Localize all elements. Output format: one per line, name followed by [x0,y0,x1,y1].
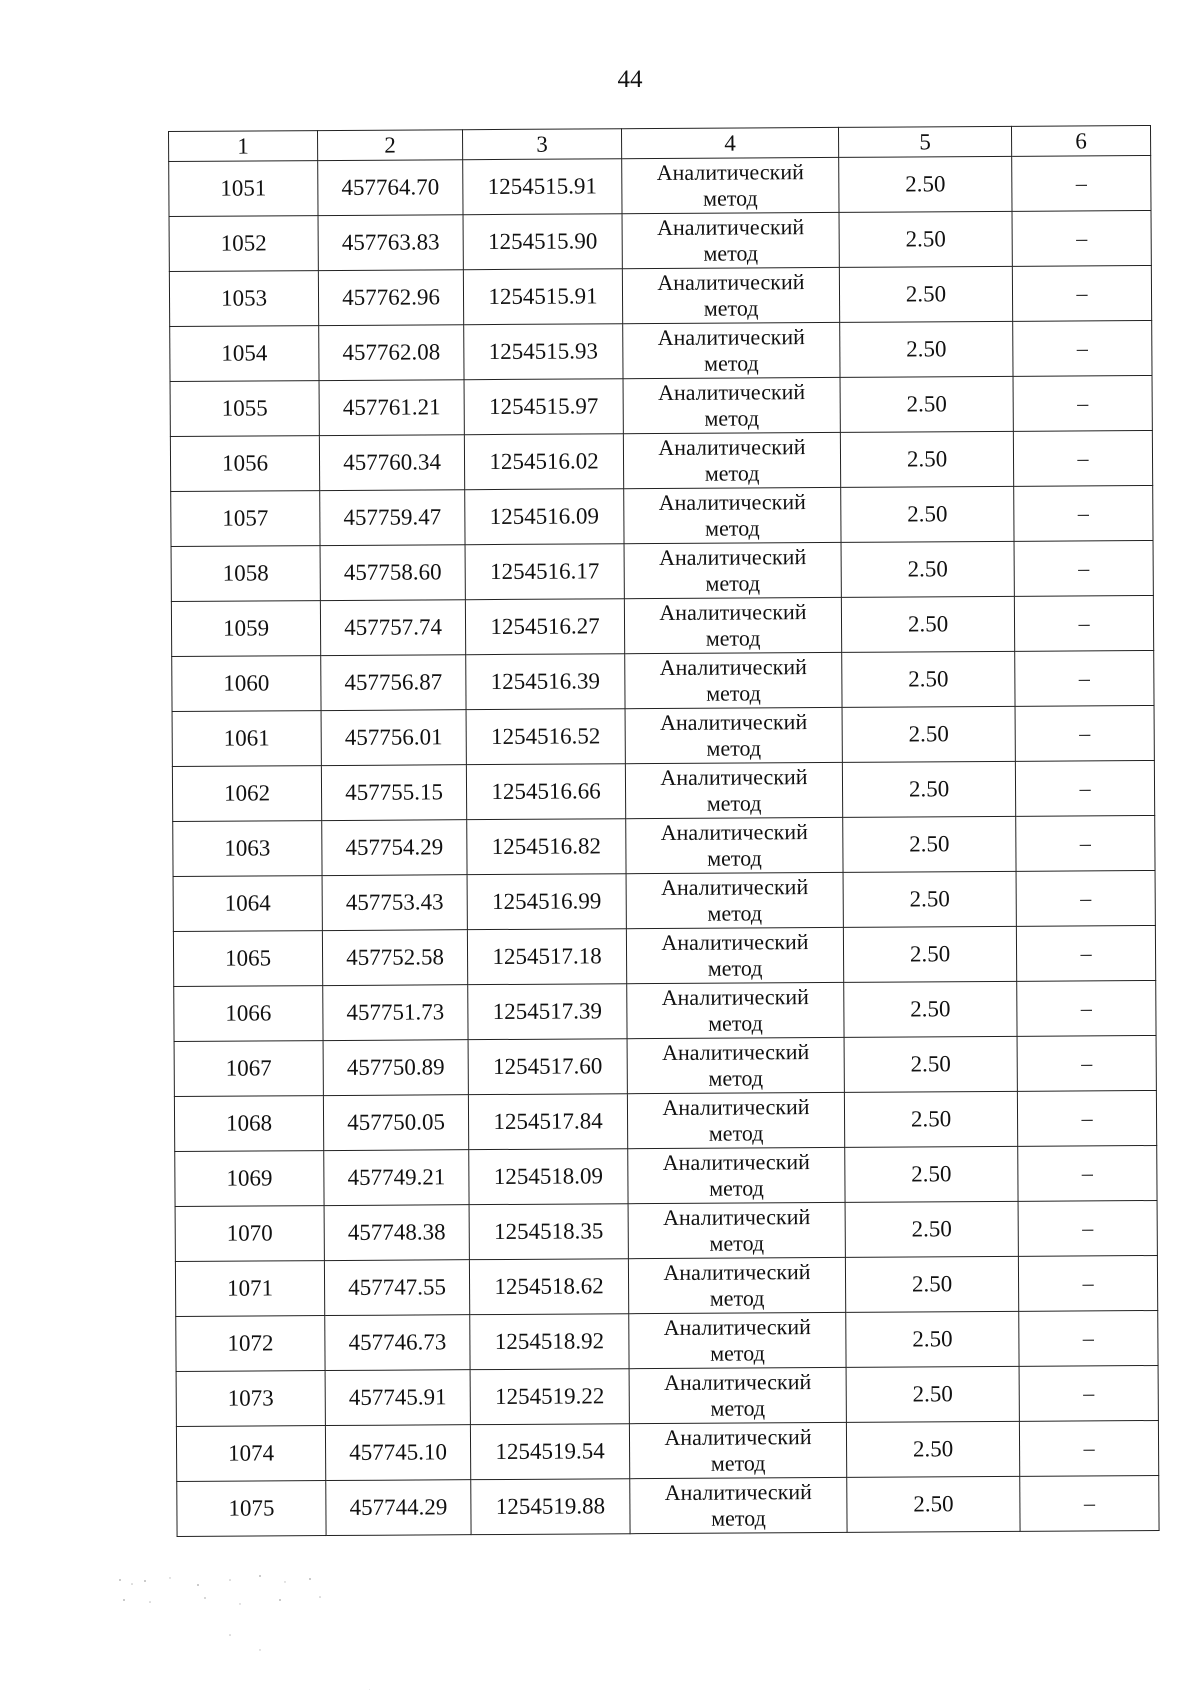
table-row [174,1035,1156,1096]
method-line-2: метод [709,1230,765,1256]
table-row [170,320,1152,381]
x-coordinate-cell: 457759.47 [320,490,465,546]
column-header: 2 [318,130,463,161]
accuracy-cell: 2.50 [843,926,1016,982]
y-coordinate-cell: 1254518.35 [469,1204,628,1260]
method-line-1: Аналитический [660,819,808,846]
y-coordinate-cell: 1254517.39 [468,984,627,1040]
x-coordinate-cell: 457764.70 [318,160,463,216]
note-cell: – [1012,155,1151,211]
note-cell: – [1013,320,1152,376]
method-cell [622,267,839,323]
table-row [169,265,1151,326]
method-line-2: метод [707,955,763,981]
note-cell: – [1015,760,1154,816]
table-row [173,925,1155,986]
table-row [169,210,1151,271]
point-number-cell: 1059 [171,601,320,657]
table-row [175,1200,1157,1261]
y-coordinate-cell: 1254515.90 [463,214,622,270]
note-cell: – [1013,375,1152,431]
note-cell: – [1017,980,1156,1036]
point-number-cell: 1071 [175,1261,324,1317]
point-number-cell: 1054 [170,326,319,382]
point-number-cell: 1058 [171,546,320,602]
note-cell: – [1016,870,1155,926]
table-row [170,375,1152,436]
accuracy-cell: 2.50 [846,1311,1019,1367]
method-line-1: Аналитический [657,269,805,296]
point-number-cell: 1067 [174,1041,323,1097]
accuracy-cell: 2.50 [839,211,1012,267]
method-line-2: метод [709,1175,764,1201]
column-header: 5 [838,126,1011,157]
x-coordinate-cell: 457754.29 [322,820,467,876]
method-cell [625,652,842,708]
table-row [176,1310,1158,1371]
method-line-1: Аналитический [660,764,808,791]
accuracy-cell: 2.50 [841,541,1014,597]
point-number-cell: 1055 [170,381,319,437]
y-coordinate-cell: 1254518.62 [469,1259,628,1315]
note-cell: – [1015,705,1154,761]
method-line-2: метод [705,570,761,596]
y-coordinate-cell: 1254516.17 [465,544,624,600]
method-cell [625,762,842,818]
note-cell: – [1018,1255,1157,1311]
y-coordinate-cell: 1254518.92 [470,1314,629,1370]
table-row [173,870,1155,931]
y-coordinate-cell: 1254516.02 [464,434,623,490]
column-header: 6 [1011,125,1150,156]
method-cell [628,1202,845,1258]
method-line-1: Аналитический [659,709,808,736]
method-line-2: метод [706,680,761,706]
method-line-2: метод [703,185,758,211]
method-cell [629,1422,846,1478]
method-line-1: Аналитический [659,599,807,626]
accuracy-cell: 2.50 [844,1036,1017,1092]
method-cell [628,1257,845,1313]
method-line-2: метод [706,735,762,761]
method-line-1: Аналитический [662,1204,811,1230]
y-coordinate-cell: 1254518.09 [469,1149,628,1205]
method-line-1: Аналитический [658,434,806,461]
y-coordinate-cell: 1254516.39 [466,654,625,710]
point-number-cell: 1063 [173,821,322,877]
method-line-2: метод [704,460,760,486]
method-line-2: метод [706,790,762,816]
method-cell [622,212,839,268]
method-cell [624,487,841,543]
method-line-1: Аналитический [660,874,809,901]
method-cell [628,1147,845,1203]
method-cell [627,1092,844,1148]
table-row [171,540,1153,601]
point-number-cell: 1068 [174,1096,323,1152]
note-cell: – [1014,485,1153,541]
accuracy-cell: 2.50 [845,1146,1018,1202]
method-line-2: метод [705,515,760,541]
method-line-1: Аналитический [659,654,807,681]
method-line-1: Аналитический [663,1369,812,1395]
y-coordinate-cell: 1254517.18 [467,929,626,985]
y-coordinate-cell: 1254519.22 [470,1369,629,1425]
x-coordinate-cell: 457751.73 [323,985,468,1041]
accuracy-cell: 2.50 [842,651,1015,707]
table-row [177,1475,1159,1536]
point-number-cell: 1069 [175,1151,324,1207]
point-number-cell: 1066 [174,986,323,1042]
accuracy-cell: 2.50 [840,321,1013,377]
y-coordinate-cell: 1254515.91 [463,269,622,325]
column-header: 3 [462,129,621,160]
method-cell [629,1312,846,1368]
method-line-2: метод [704,405,760,431]
table-row [171,485,1153,546]
table-row [176,1420,1158,1481]
point-number-cell: 1070 [175,1206,324,1262]
method-line-1: Аналитический [658,544,807,571]
method-line-1: Аналитический [657,379,806,406]
x-coordinate-cell: 457748.38 [324,1205,469,1261]
table-row [170,430,1152,491]
method-line-1: Аналитический [662,1094,810,1120]
method-line-1: Аналитический [656,214,805,241]
note-cell: – [1016,925,1155,981]
point-number-cell: 1060 [172,656,321,712]
note-cell: – [1013,430,1152,486]
accuracy-cell: 2.50 [839,156,1012,212]
note-cell: – [1020,1475,1159,1531]
point-number-cell: 1062 [172,766,321,822]
accuracy-cell: 2.50 [841,596,1014,652]
x-coordinate-cell: 457757.74 [320,600,465,656]
x-coordinate-cell: 457762.96 [318,270,463,326]
method-line-2: метод [705,625,761,651]
x-coordinate-cell: 457745.10 [325,1425,470,1481]
note-cell: – [1018,1145,1157,1201]
method-cell [627,1037,844,1093]
table-row [175,1145,1157,1206]
table-row [172,705,1154,766]
method-line-2: метод [707,900,763,926]
method-line-2: метод [710,1395,766,1421]
table-body [169,155,1159,1536]
table-row [174,1090,1156,1151]
table-row [175,1255,1157,1316]
method-cell [623,432,840,488]
x-coordinate-cell: 457745.91 [325,1370,470,1426]
note-cell: – [1017,1090,1156,1146]
method-line-2: метод [703,295,759,321]
note-cell: – [1014,540,1153,596]
x-coordinate-cell: 457752.58 [322,930,467,986]
method-line-1: Аналитический [662,1149,810,1175]
x-coordinate-cell: 457755.15 [321,765,466,821]
table-row [169,155,1151,216]
table-row [172,760,1154,821]
accuracy-cell: 2.50 [844,1091,1017,1147]
method-line-1: Аналитический [661,929,809,956]
point-number-cell: 1064 [173,876,322,932]
column-header: 4 [621,127,838,158]
accuracy-cell: 2.50 [842,761,1015,817]
y-coordinate-cell: 1254516.82 [467,819,626,875]
x-coordinate-cell: 457744.29 [326,1480,471,1536]
method-line-2: метод [710,1340,765,1366]
accuracy-cell: 2.50 [846,1421,1019,1477]
method-line-2: метод [708,1065,764,1091]
accuracy-cell: 2.50 [839,266,1012,322]
note-cell: – [1018,1200,1157,1256]
x-coordinate-cell: 457758.60 [320,545,465,601]
y-coordinate-cell: 1254516.52 [466,709,625,765]
x-coordinate-cell: 457763.83 [318,215,463,271]
method-line-2: метод [708,1120,764,1146]
method-line-2: метод [711,1505,766,1531]
method-cell [626,927,843,983]
method-cell [624,597,841,653]
method-cell [626,817,843,873]
y-coordinate-cell: 1254517.60 [468,1039,627,1095]
x-coordinate-cell: 457761.21 [319,380,464,436]
y-coordinate-cell: 1254516.27 [465,599,624,655]
method-line-1: Аналитический [663,1314,811,1340]
accuracy-cell: 2.50 [847,1476,1020,1532]
accuracy-cell: 2.50 [845,1256,1018,1312]
column-header: 1 [169,131,318,162]
method-line-2: метод [703,240,759,266]
note-cell: – [1012,210,1151,266]
method-line-2: метод [710,1450,766,1476]
point-number-cell: 1051 [169,161,318,217]
method-cell [622,157,839,213]
table-row [173,815,1155,876]
table-row [176,1365,1158,1426]
method-line-2: метод [708,1010,763,1036]
note-cell: – [1017,1035,1156,1091]
method-line-1: Аналитический [658,489,806,516]
accuracy-cell: 2.50 [841,486,1014,542]
method-cell [625,707,842,763]
y-coordinate-cell: 1254519.88 [471,1479,630,1535]
point-number-cell: 1073 [176,1371,325,1427]
x-coordinate-cell: 457756.87 [321,655,466,711]
table-row [172,650,1154,711]
accuracy-cell: 2.50 [843,816,1016,872]
point-number-cell: 1061 [172,711,321,767]
method-cell [623,377,840,433]
accuracy-cell: 2.50 [842,706,1015,762]
method-line-1: Аналитический [661,984,809,1010]
y-coordinate-cell: 1254516.66 [466,764,625,820]
method-cell [627,982,844,1038]
method-cell [629,1367,846,1423]
method-line-1: Аналитический [663,1259,811,1285]
x-coordinate-cell: 457753.43 [322,875,467,931]
x-coordinate-cell: 457746.73 [325,1315,470,1371]
note-cell: – [1019,1365,1158,1421]
point-number-cell: 1072 [176,1316,325,1372]
point-number-cell: 1074 [176,1426,325,1482]
method-cell [623,322,840,378]
point-number-cell: 1053 [169,271,318,327]
point-number-cell: 1075 [177,1481,326,1537]
x-coordinate-cell: 457762.08 [319,325,464,381]
method-line-1: Аналитический [656,159,804,186]
page-number: 44 [617,66,643,93]
accuracy-cell: 2.50 [840,431,1013,487]
accuracy-cell: 2.50 [846,1366,1019,1422]
note-cell: – [1019,1310,1158,1366]
point-number-cell: 1057 [171,491,320,547]
method-line-1: Аналитический [664,1424,812,1450]
table-row [171,595,1153,656]
scan-noise-marks [110,1540,370,1690]
y-coordinate-cell: 1254515.91 [463,159,622,215]
accuracy-cell: 2.50 [840,376,1013,432]
method-line-2: метод [709,1285,765,1311]
y-coordinate-cell: 1254516.99 [467,874,626,930]
y-coordinate-cell: 1254517.84 [468,1094,627,1150]
method-line-1: Аналитический [657,324,805,351]
y-coordinate-cell: 1254519.54 [470,1424,629,1480]
y-coordinate-cell: 1254516.09 [465,489,624,545]
note-cell: – [1016,815,1155,871]
accuracy-cell: 2.50 [844,981,1017,1037]
y-coordinate-cell: 1254515.93 [464,324,623,380]
x-coordinate-cell: 457749.21 [324,1150,469,1206]
x-coordinate-cell: 457760.34 [319,435,464,491]
note-cell: – [1019,1420,1158,1476]
method-cell [626,872,843,928]
method-line-2: метод [704,350,759,376]
method-line-1: Аналитический [661,1039,810,1065]
accuracy-cell: 2.50 [843,871,1016,927]
note-cell: – [1014,595,1153,651]
coordinates-table [168,125,1160,1537]
point-number-cell: 1065 [173,931,322,987]
x-coordinate-cell: 457750.05 [323,1095,468,1151]
accuracy-cell: 2.50 [845,1201,1018,1257]
point-number-cell: 1052 [169,216,318,272]
note-cell: – [1015,650,1154,706]
point-number-cell: 1056 [170,436,319,492]
y-coordinate-cell: 1254515.97 [464,379,623,435]
note-cell: – [1012,265,1151,321]
method-line-2: метод [707,845,762,871]
method-cell [630,1477,847,1533]
x-coordinate-cell: 457756.01 [321,710,466,766]
x-coordinate-cell: 457750.89 [323,1040,468,1096]
method-line-1: Аналитический [664,1479,812,1505]
table-row [174,980,1156,1041]
method-cell [624,542,841,598]
x-coordinate-cell: 457747.55 [324,1260,469,1316]
